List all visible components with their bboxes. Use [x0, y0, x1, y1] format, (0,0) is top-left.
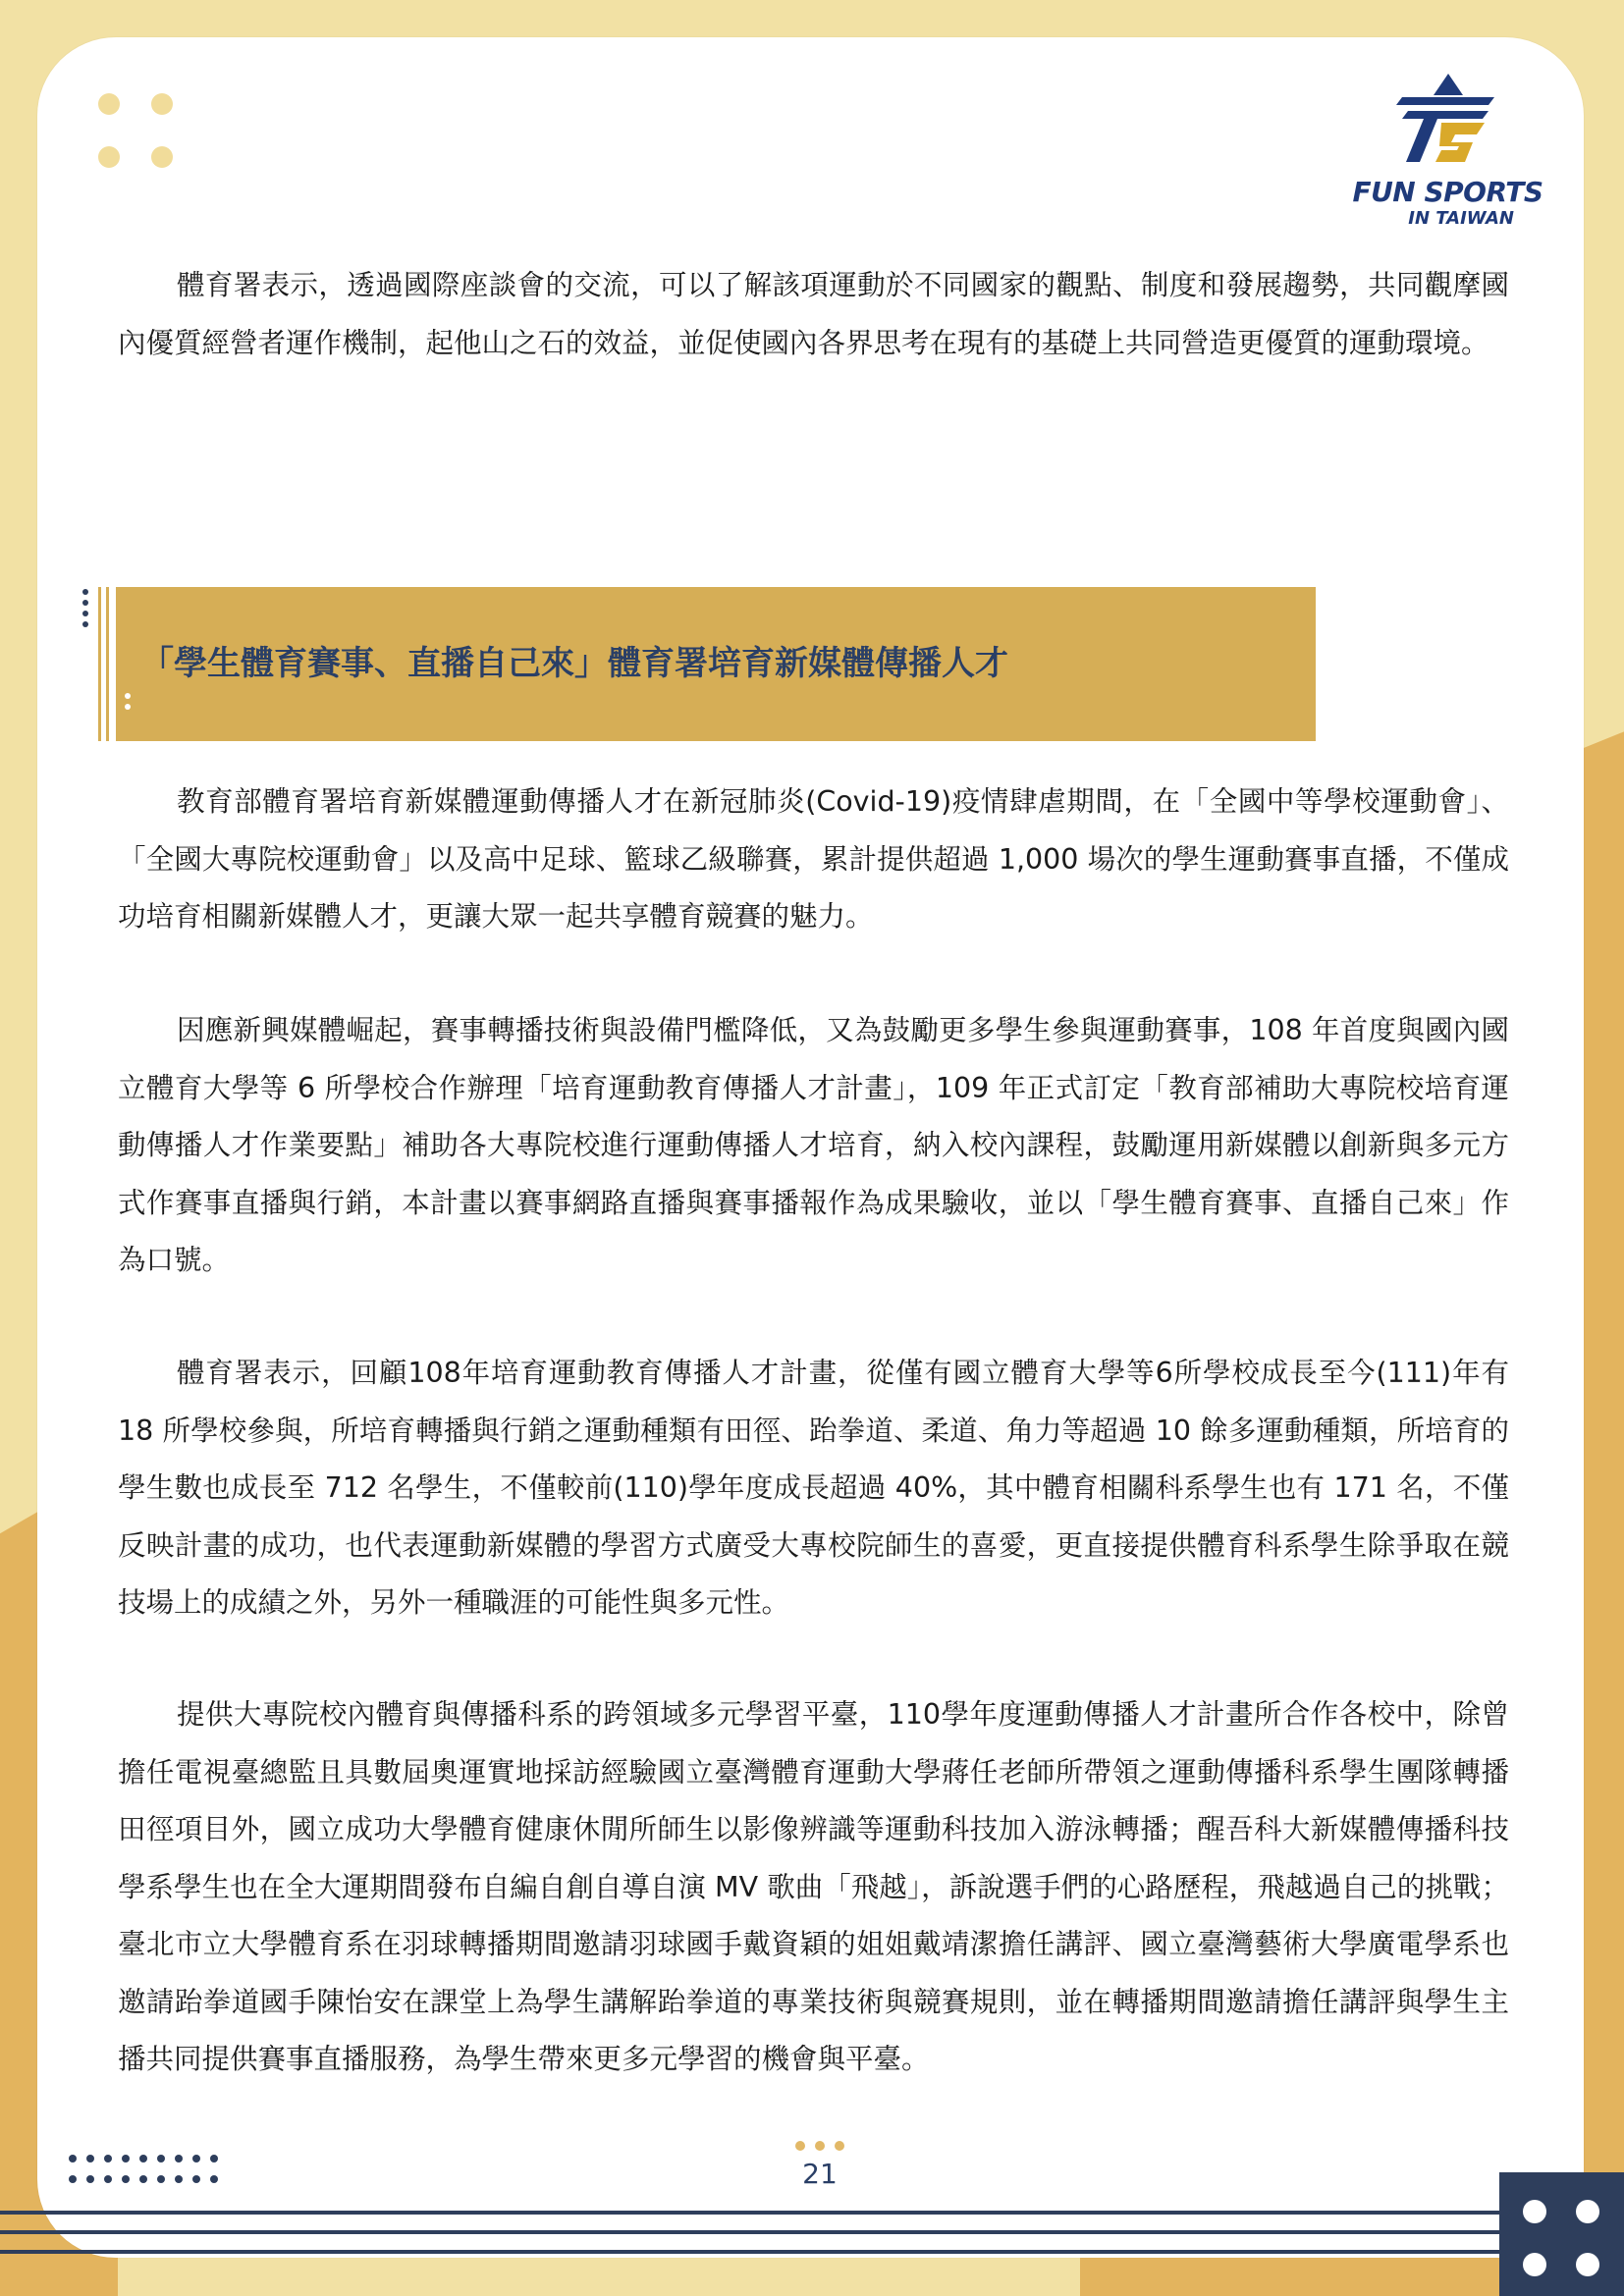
- page-number-dots: [795, 2141, 850, 2153]
- page-number: 21: [802, 2158, 838, 2190]
- body-paragraph-3: 體育署表示，回顧108年培育運動教育傳播人才計畫，從僅有國立體育大學等6所學校成長至今(111)年有 18 所學校參與，所培育轉播與行銷之運動種類有田徑、跆拳道、柔道、角力等超過 10 餘多運動種類，所培育的學生數也成長至 712 名學生，不僅較前(110)學年度成長超過 40%，其中體育相關科系學生也有 171 名，不僅反映計畫的成功，也代表運動新媒體的學習方式廣受大專校院師生的喜愛，更直接提供體育科系學生除爭取在競技場上的成績之外，另外一種職涯的可能性與多元性。: [118, 1357, 1509, 1619]
- banner-dots-left: [82, 589, 94, 638]
- logo-text-line1: FUN SPORTS: [1352, 176, 1543, 208]
- footer-dot-grid: [69, 2155, 226, 2194]
- footer-line-2: [0, 2230, 1499, 2234]
- section-title: 「學生體育賽事、直播自己來」體育署培育新媒體傳播人才: [140, 644, 1008, 683]
- body-paragraph-4: 提供大專院校內體育與傳播科系的跨領域多元學習平臺，110學年度運動傳播人才計畫所合作各校中，除曾擔任電視臺總監且具數屆奧運實地採訪經驗國立臺灣體育運動大學蔣任老師所帶領之運動傳播科系學生團隊轉播田徑項目外，國立成功大學體育健康休閒所師生以影像辨識等運動科技加入游泳轉播；醒吾科大新媒體傳播科技學系學生也在全大運期間發布自編自創自導自演 MV 歌曲「飛越」，訴說選手們的心路歷程，飛越過自己的挑戰；臺北市立大學體育系在羽球轉播期間邀請羽球國手戴資穎的姐姐戴靖潔擔任講評、國立臺灣藝術大學廣電學系也邀請跆拳道國手陳怡安在課堂上為學生講解跆拳道的專業技術與競賽規則，並在轉播期間邀請擔任講評與學生主播共同提供賽事直播服務，為學生帶來更多元學習的機會與平臺。: [118, 1698, 1509, 2075]
- logo-mark-icon: [1394, 74, 1502, 172]
- fun-sports-logo: [1347, 74, 1548, 236]
- corner-block: [1499, 2172, 1624, 2296]
- decorative-dots-topleft: [98, 93, 173, 168]
- footer-line-1: [0, 2211, 1499, 2215]
- intro-paragraph: 體育署表示，透過國際座談會的交流，可以了解該項運動於不同國家的觀點、制度和發展趨勢，共同觀摩國內優質經營者運作機制，起他山之石的效益，並促使國內各界思考在現有的基礎上共同營造更優質的運動環境。: [118, 269, 1509, 359]
- body-paragraph-2: 因應新興媒體崛起，賽事轉播技術與設備門檻降低，又為鼓勵更多學生參與運動賽事，108 年首度與國內國立體育大學等 6 所學校合作辦理「培育運動教育傳播人才計畫」，109 年正式訂定「教育部補助大專院校培育運動傳播人才作業要點」補助各大專院校進行運動傳播人才培育，納入校內課程，鼓勵運用新媒體以創新與多元方式作賽事直播與行銷，本計畫以賽事網路直播與賽事播報作為成果驗收，並以「學生體育賽事、直播自己來」作為口號。: [118, 1014, 1509, 1276]
- body-paragraph-1: 教育部體育署培育新媒體運動傳播人才在新冠肺炎(Covid-19)疫情肆虐期間，在「全國中等學校運動會」、「全國大專院校運動會」以及高中足球、籃球乙級聯賽，累計提供超過 1,000 場次的學生運動賽事直播，不僅成功培育相關新媒體人才，更讓大眾一起共享體育競賽的魅力。: [118, 785, 1509, 933]
- footer-line-3: [0, 2250, 1499, 2254]
- logo-text-line2: IN TAIWAN: [1408, 208, 1514, 229]
- banner-stripes: [96, 587, 116, 741]
